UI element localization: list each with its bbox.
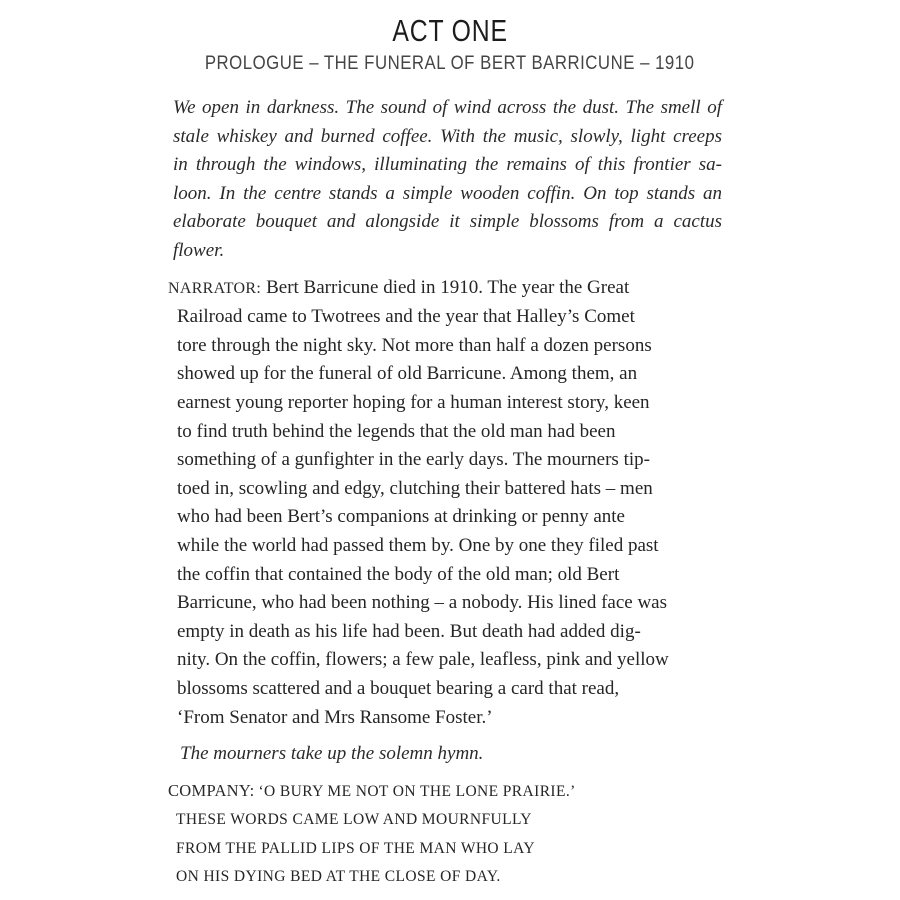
company-first-line — [168, 777, 726, 807]
text-line: showed up for the funeral of old Barricune. Among them, an — [177, 363, 638, 385]
text-line: Railroad came to Twotrees and the year that Halley’s Comet — [177, 306, 635, 328]
narrator-dialogue-lines — [168, 303, 726, 732]
text-line: in through the windows, illuminating the remains of this frontier sa- — [173, 154, 722, 176]
text-line: nity. On the coffin, flowers; a few pale, leafless, pink and yellow — [177, 649, 669, 671]
text-line: empty in death as his life had been. But death had added dig- — [177, 620, 641, 642]
company-hymn-start: ‘O BURY ME NOT ON THE LONE PRAIRIE.’ — [258, 782, 576, 800]
text-line: earnest young reporter hoping for a human interest story, keen — [177, 391, 650, 413]
text-line: blossoms scattered and a bouquet bearing a card that read, — [177, 677, 620, 699]
company-hymn-lines — [168, 806, 726, 892]
text-line: tore through the night sky. Not more than half a dozen persons — [177, 334, 652, 356]
text-line: something of a gunfighter in the early days. The mourners tip- — [177, 449, 650, 471]
page-header — [0, 0, 900, 75]
company-paragraph — [168, 777, 726, 892]
text-line: the coffin that contained the body of the old man; old Bert — [177, 563, 620, 585]
text-line: while the world had passed them by. One by one they filed past — [177, 534, 659, 556]
narrator-paragraph — [168, 274, 726, 733]
stage-direction-paragraph — [173, 94, 722, 266]
text-line: loon. In the centre stands a simple wooden coffin. On top stands an — [173, 182, 722, 204]
inline-stage-direction: The mourners take up the solemn hymn. — [180, 743, 484, 765]
text-line: Barricune, who had been nothing – a nobody. His lined face was — [177, 592, 667, 614]
text-line: We open in darkness. The sound of wind across the dust. The smell of — [173, 97, 722, 119]
text-line: stale whiskey and burned coffee. With the music, slowly, light creeps — [173, 125, 722, 147]
narrator-dialogue-start: Bert Barricune died in 1910. The year the Great — [266, 276, 630, 298]
text-line: elaborate bouquet and alongside it simple blossoms from a cactus — [173, 211, 722, 233]
narrator-speaker-label: NARRATOR: — [168, 279, 262, 297]
act-title: ACT ONE — [392, 13, 508, 48]
act-title-row — [0, 13, 900, 49]
text-line: toed in, scowling and edgy, clutching their battered hats – men — [177, 477, 653, 499]
scene-heading: PROLOGUE – THE FUNERAL OF BERT BARRICUNE – 1910 — [205, 51, 695, 74]
company-speaker-label: COMPANY: — [168, 780, 255, 800]
text-line: ON HIS DYING BED AT THE CLOSE OF DAY. — [176, 868, 501, 886]
text-line: who had been Bert’s companions at drinking or penny ante — [177, 506, 625, 528]
text-line: flower. — [173, 240, 225, 261]
text-line: to find truth behind the legends that the old man had been — [177, 420, 616, 442]
text-line: THESE WORDS CAME LOW AND MOURNFULLY — [176, 811, 532, 829]
scene-heading-row — [0, 52, 900, 75]
narrator-first-line — [168, 274, 726, 304]
script-body — [168, 94, 726, 892]
text-line: ‘From Senator and Mrs Ransome Foster.’ — [177, 706, 493, 728]
text-line: FROM THE PALLID LIPS OF THE MAN WHO LAY — [176, 839, 535, 857]
